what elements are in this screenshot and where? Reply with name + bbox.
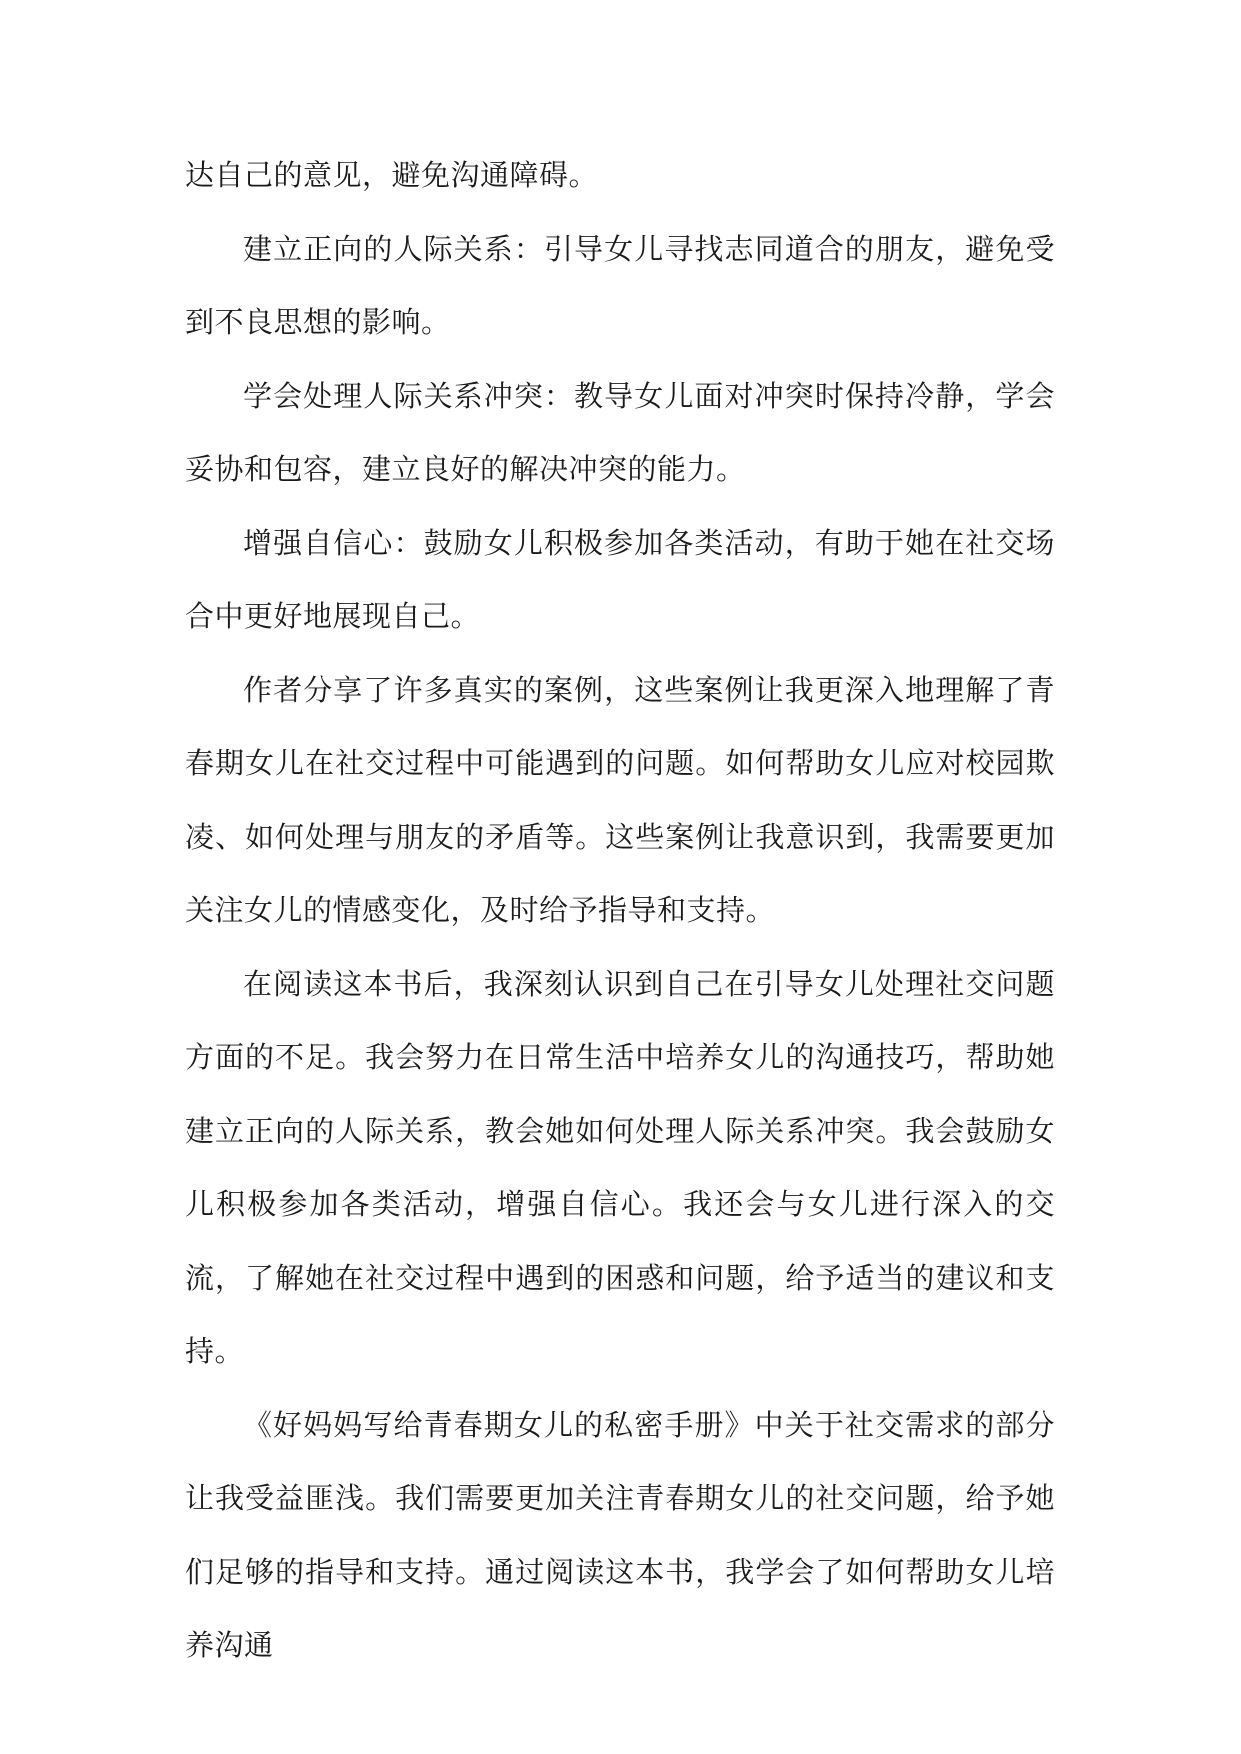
paragraph: 学会处理人际关系冲突：教导女儿面对冲突时保持冷静，学会妥协和包容，建立良好的解决冲突的能力。 <box>185 378 1055 486</box>
paragraph: 达自己的意见，避免沟通障碍。 <box>185 158 599 192</box>
document-body <box>185 139 1055 1683</box>
paragraph: 《好妈妈写给青春期女儿的私密手册》中关于社交需求的部分让我受益匪浅。我们需要更加关注青春期女儿的社交问题，给予她们足够的指导和支持。通过阅读这本书，我学会了如何帮助女儿培养沟通 <box>185 1407 1055 1662</box>
paragraph: 作者分享了许多真实的案例，这些案例让我更深入地理解了青春期女儿在社交过程中可能遇到的问题。如何帮助女儿应对校园欺凌、如何处理与朋友的矛盾等。这些案例让我意识到，我需要更加关注女儿的情感变化，及时给予指导和支持。 <box>185 672 1055 927</box>
paragraph: 在阅读这本书后，我深刻认识到自己在引导女儿处理社交问题方面的不足。我会努力在日常生活中培养女儿的沟通技巧，帮助她建立正向的人际关系，教会她如何处理人际关系冲突。我会鼓励女儿积极参加各类活动，增强自信心。我还会与女儿进行深入的交流，了解她在社交过程中遇到的困惑和问题，给予适当的建议和支持。 <box>185 966 1055 1368</box>
paragraph: 增强自信心：鼓励女儿积极参加各类活动，有助于她在社交场合中更好地展现自己。 <box>185 525 1055 633</box>
paragraph: 建立正向的人际关系：引导女儿寻找志同道合的朋友，避免受到不良思想的影响。 <box>185 231 1055 339</box>
